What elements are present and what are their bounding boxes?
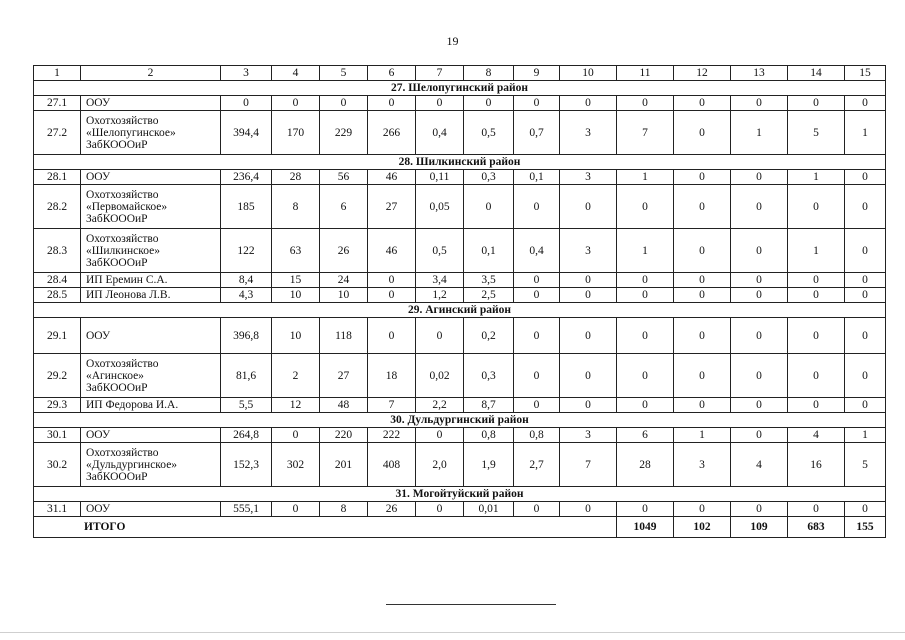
value-cell: 0 bbox=[788, 96, 845, 111]
row-name-line: ООУ bbox=[86, 503, 111, 515]
value-cell: 18 bbox=[368, 354, 416, 398]
row-name bbox=[81, 273, 221, 288]
value-cell: 0 bbox=[731, 96, 788, 111]
row-name bbox=[81, 96, 221, 111]
value-cell: 5 bbox=[845, 443, 886, 487]
page-edge bbox=[0, 632, 905, 633]
value-cell: 8 bbox=[272, 185, 320, 229]
total-value: 1049 bbox=[617, 517, 674, 538]
value-cell: 0 bbox=[272, 96, 320, 111]
row-name-line: «Первомайское» bbox=[86, 200, 168, 213]
value-cell: 0 bbox=[788, 398, 845, 413]
value-cell: 0 bbox=[845, 288, 886, 303]
value-cell: 0,5 bbox=[416, 229, 464, 273]
value-cell: 0 bbox=[845, 185, 886, 229]
row-name-line: ЗабКОООиР bbox=[86, 381, 148, 394]
value-cell: 12 bbox=[272, 398, 320, 413]
value-cell: 0 bbox=[617, 318, 674, 354]
table-row bbox=[34, 354, 886, 398]
total-value: 155 bbox=[845, 517, 886, 538]
value-cell: 16 bbox=[788, 443, 845, 487]
value-cell: 2,7 bbox=[514, 443, 560, 487]
value-cell: 0,01 bbox=[464, 502, 514, 517]
value-cell: 1,9 bbox=[464, 443, 514, 487]
value-cell: 0,8 bbox=[514, 428, 560, 443]
value-cell: 0,05 bbox=[416, 185, 464, 229]
value-cell: 6 bbox=[320, 185, 368, 229]
value-cell: 0,11 bbox=[416, 170, 464, 185]
value-cell: 0 bbox=[731, 318, 788, 354]
value-cell: 0 bbox=[514, 96, 560, 111]
value-cell: 0 bbox=[560, 185, 617, 229]
header-row bbox=[34, 66, 886, 81]
header-cell: 8 bbox=[464, 66, 514, 81]
value-cell: 0 bbox=[560, 354, 617, 398]
value-cell: 0,8 bbox=[464, 428, 514, 443]
section-row bbox=[34, 303, 886, 318]
value-cell: 0 bbox=[617, 502, 674, 517]
value-cell: 0 bbox=[788, 354, 845, 398]
value-cell: 0 bbox=[514, 288, 560, 303]
value-cell: 10 bbox=[272, 288, 320, 303]
value-cell: 0 bbox=[674, 318, 731, 354]
value-cell: 0 bbox=[617, 96, 674, 111]
value-cell: 0 bbox=[731, 273, 788, 288]
page-number: 19 bbox=[446, 34, 459, 48]
value-cell: 0 bbox=[464, 185, 514, 229]
value-cell: 0 bbox=[368, 318, 416, 354]
total-label: ИТОГО bbox=[34, 517, 617, 538]
value-cell: 0 bbox=[416, 318, 464, 354]
value-cell: 0 bbox=[788, 185, 845, 229]
value-cell: 396,8 bbox=[221, 318, 272, 354]
value-cell: 0 bbox=[845, 229, 886, 273]
value-cell: 48 bbox=[320, 398, 368, 413]
value-cell: 0 bbox=[845, 170, 886, 185]
value-cell: 28 bbox=[617, 443, 674, 487]
value-cell: 0 bbox=[464, 96, 514, 111]
row-number: 27.1 bbox=[34, 96, 81, 111]
value-cell: 0 bbox=[617, 288, 674, 303]
value-cell: 1 bbox=[788, 229, 845, 273]
row-name-line: ООУ bbox=[86, 429, 111, 441]
value-cell: 394,4 bbox=[221, 111, 272, 155]
value-cell: 0 bbox=[416, 502, 464, 517]
value-cell: 0 bbox=[731, 229, 788, 273]
section-row bbox=[34, 413, 886, 428]
value-cell: 0 bbox=[514, 185, 560, 229]
value-cell: 0 bbox=[845, 398, 886, 413]
value-cell: 0 bbox=[731, 354, 788, 398]
row-name bbox=[81, 502, 221, 517]
value-cell: 0,3 bbox=[464, 354, 514, 398]
value-cell: 0 bbox=[674, 273, 731, 288]
value-cell: 3 bbox=[560, 428, 617, 443]
section-title: 28. Шилкинский район bbox=[34, 155, 886, 170]
value-cell: 170 bbox=[272, 111, 320, 155]
value-cell: 201 bbox=[320, 443, 368, 487]
value-cell: 4,3 bbox=[221, 288, 272, 303]
row-name-line: ООУ bbox=[86, 171, 111, 183]
value-cell: 0 bbox=[845, 273, 886, 288]
value-cell: 0 bbox=[560, 398, 617, 413]
value-cell: 8,7 bbox=[464, 398, 514, 413]
value-cell: 0 bbox=[674, 502, 731, 517]
value-cell: 0 bbox=[788, 273, 845, 288]
value-cell: 0,1 bbox=[464, 229, 514, 273]
value-cell: 0 bbox=[416, 96, 464, 111]
value-cell: 0 bbox=[674, 111, 731, 155]
total-value: 102 bbox=[674, 517, 731, 538]
header-cell: 2 bbox=[81, 66, 221, 81]
total-value: 683 bbox=[788, 517, 845, 538]
section-row bbox=[34, 155, 886, 170]
value-cell: 0 bbox=[368, 288, 416, 303]
row-number: 29.2 bbox=[34, 354, 81, 398]
value-cell: 46 bbox=[368, 229, 416, 273]
table-row bbox=[34, 318, 886, 354]
value-cell: 152,3 bbox=[221, 443, 272, 487]
table-row bbox=[34, 229, 886, 273]
value-cell: 222 bbox=[368, 428, 416, 443]
value-cell: 27 bbox=[320, 354, 368, 398]
total-row bbox=[34, 517, 886, 538]
value-cell: 0 bbox=[320, 96, 368, 111]
table-row bbox=[34, 288, 886, 303]
row-number: 28.1 bbox=[34, 170, 81, 185]
row-number: 31.1 bbox=[34, 502, 81, 517]
value-cell: 264,8 bbox=[221, 428, 272, 443]
value-cell: 0,1 bbox=[514, 170, 560, 185]
row-name-line: ИП Еремин С.А. bbox=[86, 274, 168, 286]
value-cell: 0 bbox=[617, 354, 674, 398]
value-cell: 0,4 bbox=[416, 111, 464, 155]
row-name-line: «Шилкинское» bbox=[86, 244, 160, 257]
header-cell: 3 bbox=[221, 66, 272, 81]
value-cell: 0 bbox=[731, 288, 788, 303]
header-cell: 11 bbox=[617, 66, 674, 81]
value-cell: 0 bbox=[560, 96, 617, 111]
value-cell: 0 bbox=[368, 96, 416, 111]
section-row bbox=[34, 487, 886, 502]
value-cell: 0,7 bbox=[514, 111, 560, 155]
row-name-line: ООУ bbox=[86, 97, 111, 109]
value-cell: 0 bbox=[788, 502, 845, 517]
row-name bbox=[81, 185, 221, 229]
value-cell: 0 bbox=[514, 318, 560, 354]
row-number: 29.1 bbox=[34, 318, 81, 354]
value-cell: 0 bbox=[617, 185, 674, 229]
table-row bbox=[34, 502, 886, 517]
value-cell: 0 bbox=[272, 502, 320, 517]
value-cell: 0 bbox=[845, 354, 886, 398]
row-number: 28.2 bbox=[34, 185, 81, 229]
value-cell: 229 bbox=[320, 111, 368, 155]
value-cell: 0 bbox=[560, 273, 617, 288]
header-cell: 10 bbox=[560, 66, 617, 81]
value-cell: 0 bbox=[221, 96, 272, 111]
table-row bbox=[34, 443, 886, 487]
table-row bbox=[34, 111, 886, 155]
section-title: 31. Могойтуйский район bbox=[34, 487, 886, 502]
value-cell: 0 bbox=[514, 502, 560, 517]
value-cell: 0 bbox=[731, 428, 788, 443]
row-name-line: Охотхозяйство bbox=[86, 232, 159, 245]
value-cell: 0 bbox=[514, 398, 560, 413]
value-cell: 0 bbox=[617, 398, 674, 413]
value-cell: 0 bbox=[416, 428, 464, 443]
row-number: 28.4 bbox=[34, 273, 81, 288]
section-title: 29. Агинский район bbox=[34, 303, 886, 318]
row-name-line: ЗабКОООиР bbox=[86, 256, 148, 269]
row-name bbox=[81, 288, 221, 303]
value-cell: 0 bbox=[674, 170, 731, 185]
table-row bbox=[34, 170, 886, 185]
value-cell: 0 bbox=[845, 96, 886, 111]
value-cell: 0 bbox=[674, 96, 731, 111]
value-cell: 0,3 bbox=[464, 170, 514, 185]
value-cell: 0 bbox=[845, 502, 886, 517]
row-name-line: «Шелопугинское» bbox=[86, 126, 176, 139]
value-cell: 10 bbox=[320, 288, 368, 303]
row-name-line: Охотхозяйство bbox=[86, 188, 159, 201]
value-cell: 0 bbox=[674, 288, 731, 303]
row-name-line: ЗабКОООиР bbox=[86, 212, 148, 225]
value-cell: 0,02 bbox=[416, 354, 464, 398]
value-cell: 1 bbox=[788, 170, 845, 185]
value-cell: 1 bbox=[731, 111, 788, 155]
value-cell: 0 bbox=[272, 428, 320, 443]
data-table bbox=[33, 65, 886, 538]
row-name bbox=[81, 170, 221, 185]
value-cell: 28 bbox=[272, 170, 320, 185]
value-cell: 26 bbox=[368, 502, 416, 517]
value-cell: 220 bbox=[320, 428, 368, 443]
value-cell: 10 bbox=[272, 318, 320, 354]
header-cell: 6 bbox=[368, 66, 416, 81]
value-cell: 7 bbox=[617, 111, 674, 155]
row-name-line: ИП Леонова Л.В. bbox=[86, 289, 171, 301]
value-cell: 0 bbox=[560, 502, 617, 517]
table-row bbox=[34, 428, 886, 443]
value-cell: 3,4 bbox=[416, 273, 464, 288]
value-cell: 0,5 bbox=[464, 111, 514, 155]
value-cell: 266 bbox=[368, 111, 416, 155]
table-body bbox=[34, 66, 886, 538]
value-cell: 1 bbox=[674, 428, 731, 443]
row-name bbox=[81, 229, 221, 273]
row-name bbox=[81, 443, 221, 487]
row-name-line: ООУ bbox=[86, 329, 111, 342]
row-name-line: «Агинское» bbox=[86, 369, 144, 382]
row-name-line: ЗабКОООиР bbox=[86, 470, 148, 483]
value-cell: 1 bbox=[845, 428, 886, 443]
header-cell: 1 bbox=[34, 66, 81, 81]
value-cell: 236,4 bbox=[221, 170, 272, 185]
value-cell: 81,6 bbox=[221, 354, 272, 398]
value-cell: 63 bbox=[272, 229, 320, 273]
row-number: 27.2 bbox=[34, 111, 81, 155]
value-cell: 0 bbox=[368, 273, 416, 288]
value-cell: 0,4 bbox=[514, 229, 560, 273]
row-number: 29.3 bbox=[34, 398, 81, 413]
value-cell: 46 bbox=[368, 170, 416, 185]
value-cell: 7 bbox=[368, 398, 416, 413]
row-name-line: ИП Федорова И.А. bbox=[86, 399, 179, 411]
value-cell: 0 bbox=[731, 398, 788, 413]
row-name bbox=[81, 398, 221, 413]
value-cell: 0 bbox=[674, 185, 731, 229]
value-cell: 0 bbox=[788, 288, 845, 303]
value-cell: 3,5 bbox=[464, 273, 514, 288]
value-cell: 185 bbox=[221, 185, 272, 229]
value-cell: 122 bbox=[221, 229, 272, 273]
value-cell: 26 bbox=[320, 229, 368, 273]
value-cell: 2,2 bbox=[416, 398, 464, 413]
value-cell: 2 bbox=[272, 354, 320, 398]
value-cell: 0 bbox=[731, 170, 788, 185]
footnote-divider bbox=[386, 604, 556, 605]
value-cell: 4 bbox=[788, 428, 845, 443]
value-cell: 2,0 bbox=[416, 443, 464, 487]
value-cell: 8 bbox=[320, 502, 368, 517]
value-cell: 1,2 bbox=[416, 288, 464, 303]
value-cell: 2,5 bbox=[464, 288, 514, 303]
value-cell: 0 bbox=[560, 288, 617, 303]
table-row bbox=[34, 398, 886, 413]
value-cell: 27 bbox=[368, 185, 416, 229]
header-cell: 12 bbox=[674, 66, 731, 81]
value-cell: 0,2 bbox=[464, 318, 514, 354]
row-name-line: ЗабКОООиР bbox=[86, 138, 148, 151]
value-cell: 118 bbox=[320, 318, 368, 354]
value-cell: 0 bbox=[514, 273, 560, 288]
row-number: 30.1 bbox=[34, 428, 81, 443]
value-cell: 0 bbox=[788, 318, 845, 354]
row-name-line: Охотхозяйство bbox=[86, 357, 159, 370]
row-name-line: Охотхозяйство bbox=[86, 114, 159, 127]
value-cell: 0 bbox=[514, 354, 560, 398]
value-cell: 0 bbox=[674, 354, 731, 398]
value-cell: 0 bbox=[674, 398, 731, 413]
row-name bbox=[81, 428, 221, 443]
row-name-line: Охотхозяйство bbox=[86, 446, 159, 459]
value-cell: 0 bbox=[845, 318, 886, 354]
value-cell: 7 bbox=[560, 443, 617, 487]
value-cell: 5 bbox=[788, 111, 845, 155]
section-row bbox=[34, 81, 886, 96]
table-row bbox=[34, 273, 886, 288]
row-number: 30.2 bbox=[34, 443, 81, 487]
table-row bbox=[34, 185, 886, 229]
total-value: 109 bbox=[731, 517, 788, 538]
value-cell: 0 bbox=[731, 502, 788, 517]
value-cell: 408 bbox=[368, 443, 416, 487]
value-cell: 0 bbox=[674, 229, 731, 273]
header-cell: 5 bbox=[320, 66, 368, 81]
value-cell: 15 bbox=[272, 273, 320, 288]
table-row bbox=[34, 96, 886, 111]
value-cell: 555,1 bbox=[221, 502, 272, 517]
value-cell: 0 bbox=[617, 273, 674, 288]
value-cell: 1 bbox=[617, 229, 674, 273]
header-cell: 14 bbox=[788, 66, 845, 81]
row-name bbox=[81, 111, 221, 155]
header-cell: 9 bbox=[514, 66, 560, 81]
row-name-line: «Дульдургинское» bbox=[86, 458, 178, 471]
value-cell: 56 bbox=[320, 170, 368, 185]
section-title: 27. Шелопугинский район bbox=[34, 81, 886, 96]
value-cell: 8,4 bbox=[221, 273, 272, 288]
header-cell: 4 bbox=[272, 66, 320, 81]
value-cell: 1 bbox=[617, 170, 674, 185]
value-cell: 1 bbox=[845, 111, 886, 155]
value-cell: 6 bbox=[617, 428, 674, 443]
header-cell: 7 bbox=[416, 66, 464, 81]
row-name bbox=[81, 318, 221, 354]
header-cell: 15 bbox=[845, 66, 886, 81]
value-cell: 5,5 bbox=[221, 398, 272, 413]
row-name bbox=[81, 354, 221, 398]
row-number: 28.5 bbox=[34, 288, 81, 303]
value-cell: 3 bbox=[560, 170, 617, 185]
section-title: 30. Дульдургинский район bbox=[34, 413, 886, 428]
value-cell: 0 bbox=[560, 318, 617, 354]
value-cell: 4 bbox=[731, 443, 788, 487]
value-cell: 3 bbox=[560, 229, 617, 273]
header-cell: 13 bbox=[731, 66, 788, 81]
value-cell: 24 bbox=[320, 273, 368, 288]
value-cell: 3 bbox=[560, 111, 617, 155]
value-cell: 0 bbox=[731, 185, 788, 229]
row-number: 28.3 bbox=[34, 229, 81, 273]
value-cell: 3 bbox=[674, 443, 731, 487]
value-cell: 302 bbox=[272, 443, 320, 487]
